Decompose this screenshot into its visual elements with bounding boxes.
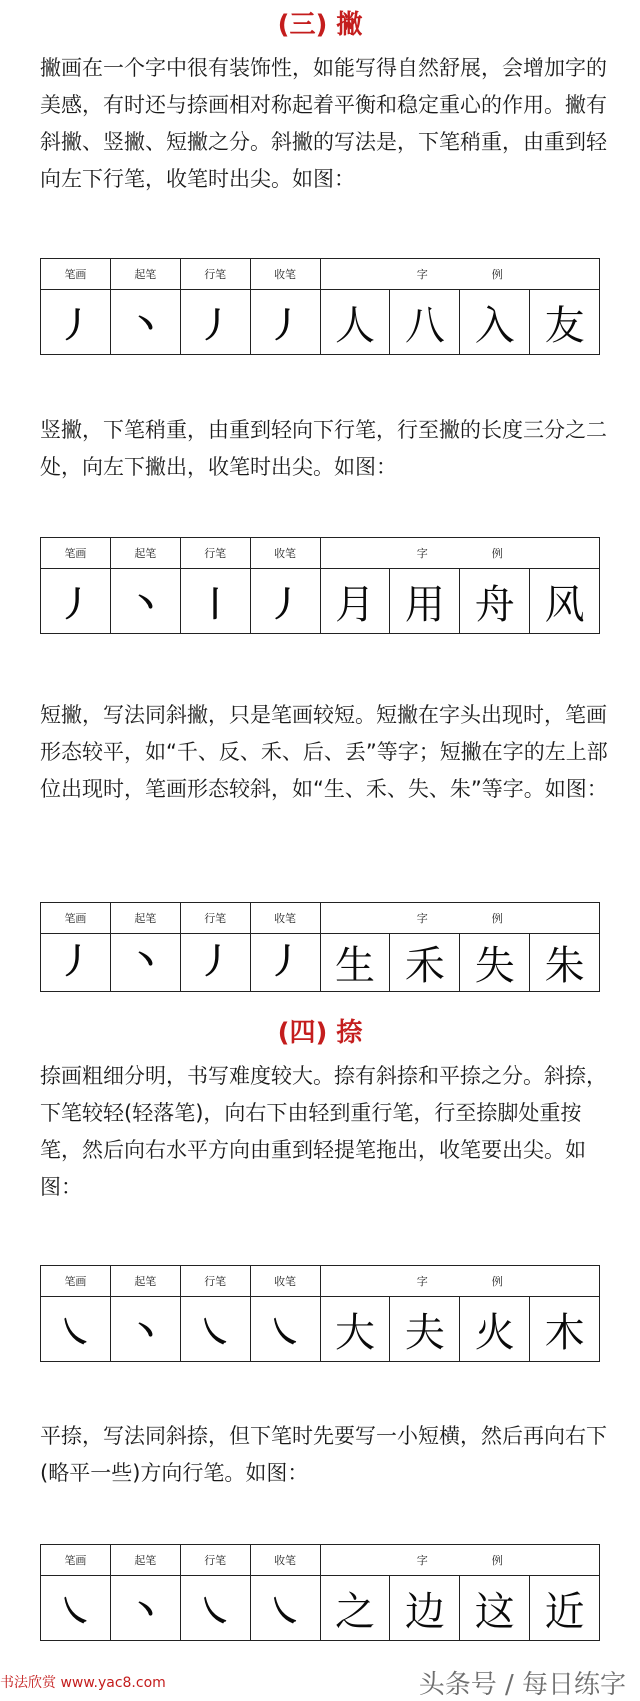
cell-end: ㇏ — [250, 1297, 320, 1362]
header-move: 行笔 — [180, 259, 250, 290]
cell-move: ㇏ — [180, 1576, 250, 1641]
header-end: 收笔 — [250, 1266, 320, 1297]
cell-start: 丶 — [110, 1576, 180, 1641]
example-char: 近 — [530, 1576, 600, 1641]
example-char: 入 — [460, 290, 530, 355]
header-end: 收笔 — [250, 259, 320, 290]
header-stroke: 笔画 — [41, 1266, 111, 1297]
stroke-table-xie-pie — [40, 258, 600, 355]
cell-start: 丶 — [110, 1297, 180, 1362]
example-char: 禾 — [390, 934, 460, 992]
cell-move: 丨 — [180, 569, 250, 634]
header-start: 起笔 — [110, 1545, 180, 1576]
header-examples: 字例 — [320, 903, 600, 934]
stroke-table-ping-na — [40, 1544, 600, 1641]
cell-stroke: 丿 — [41, 290, 111, 355]
cell-move: 丿 — [180, 290, 250, 355]
header-move: 行笔 — [180, 1266, 250, 1297]
example-char: 之 — [320, 1576, 390, 1641]
paragraph-duan-pie: 短撇，写法同斜撇，只是笔画较短。短撇在字头出现时，笔画形态较平，如“千、反、禾、后、丢”等字；短撇在字的左上部位出现时，笔画形态较斜，如“生、禾、失、朱”等字。如图： — [40, 703, 608, 801]
cell-move: ㇏ — [180, 1297, 250, 1362]
header-stroke: 笔画 — [41, 903, 111, 934]
stroke-table-shu-pie — [40, 537, 600, 634]
paragraph-xie-pie: 撇画在一个字中很有装饰性，如能写得自然舒展，会增加字的美感，有时还与捺画相对称起着平衡和稳定重心的作用。撇有斜撇、竖撇、短撇之分。斜撇的写法是，下笔稍重，由重到轻向左下行笔，收笔时出尖。如图： — [40, 56, 607, 191]
header-stroke: 笔画 — [41, 538, 111, 569]
header-move: 行笔 — [180, 538, 250, 569]
cell-stroke: 丿 — [41, 934, 111, 992]
example-char: 八 — [390, 290, 460, 355]
example-char: 失 — [460, 934, 530, 992]
example-char: 人 — [320, 290, 390, 355]
header-end: 收笔 — [250, 1545, 320, 1576]
header-end: 收笔 — [250, 538, 320, 569]
header-start: 起笔 — [110, 903, 180, 934]
cell-end: 丿 — [250, 569, 320, 634]
cell-start: 丶 — [110, 934, 180, 992]
header-start: 起笔 — [110, 538, 180, 569]
header-move: 行笔 — [180, 903, 250, 934]
example-char: 风 — [530, 569, 600, 634]
stroke-table-xie-na — [40, 1265, 600, 1362]
header-stroke: 笔画 — [41, 259, 111, 290]
cell-move: 丿 — [180, 934, 250, 992]
account-watermark: 头条号 / 每日练字 — [418, 1670, 626, 1700]
header-end: 收笔 — [250, 903, 320, 934]
cell-stroke: 丿 — [41, 569, 111, 634]
cell-start: 丶 — [110, 290, 180, 355]
cell-end: 丿 — [250, 934, 320, 992]
section-heading-na: (四) 捺 — [277, 1018, 363, 1048]
stroke-table-duan-pie — [40, 902, 600, 992]
example-char: 夫 — [390, 1297, 460, 1362]
header-stroke: 笔画 — [41, 1545, 111, 1576]
paragraph-shu-pie: 竖撇，下笔稍重，由重到轻向下行笔，行至撇的长度三分之二处，向左下撇出，收笔时出尖。如图： — [40, 418, 607, 479]
example-char: 月 — [320, 569, 390, 634]
header-examples: 字例 — [320, 259, 600, 290]
header-start: 起笔 — [110, 1266, 180, 1297]
section-heading-pie: (三) 撇 — [277, 10, 363, 40]
paragraph-ping-na: 平捺，写法同斜捺，但下笔时先要写一小短横，然后再向右下(略平一些)方向行笔。如图： — [40, 1424, 607, 1485]
example-char: 大 — [320, 1297, 390, 1362]
header-examples: 字例 — [320, 1266, 600, 1297]
cell-end: 丿 — [250, 290, 320, 355]
example-char: 边 — [390, 1576, 460, 1641]
header-examples: 字例 — [320, 538, 600, 569]
source-watermark: 书法欣赏 www.yac8.com — [0, 1675, 166, 1691]
paragraph-xie-na: 捺画粗细分明，书写难度较大。捺有斜捺和平捺之分。斜捺，下笔较轻(轻落笔)，向右下由轻到重行笔，行至捺脚处重按笔，然后向右水平方向由重到轻提笔拖出，收笔要出尖。如图： — [40, 1064, 607, 1199]
cell-stroke: ㇏ — [41, 1576, 111, 1641]
example-char: 木 — [530, 1297, 600, 1362]
cell-start: 丶 — [110, 569, 180, 634]
header-start: 起笔 — [110, 259, 180, 290]
cell-stroke: ㇏ — [41, 1297, 111, 1362]
example-char: 舟 — [460, 569, 530, 634]
example-char: 友 — [530, 290, 600, 355]
cell-end: ㇏ — [250, 1576, 320, 1641]
example-char: 朱 — [530, 934, 600, 992]
header-move: 行笔 — [180, 1545, 250, 1576]
example-char: 用 — [390, 569, 460, 634]
example-char: 这 — [460, 1576, 530, 1641]
header-examples: 字例 — [320, 1545, 600, 1576]
example-char: 生 — [320, 934, 390, 992]
example-char: 火 — [460, 1297, 530, 1362]
